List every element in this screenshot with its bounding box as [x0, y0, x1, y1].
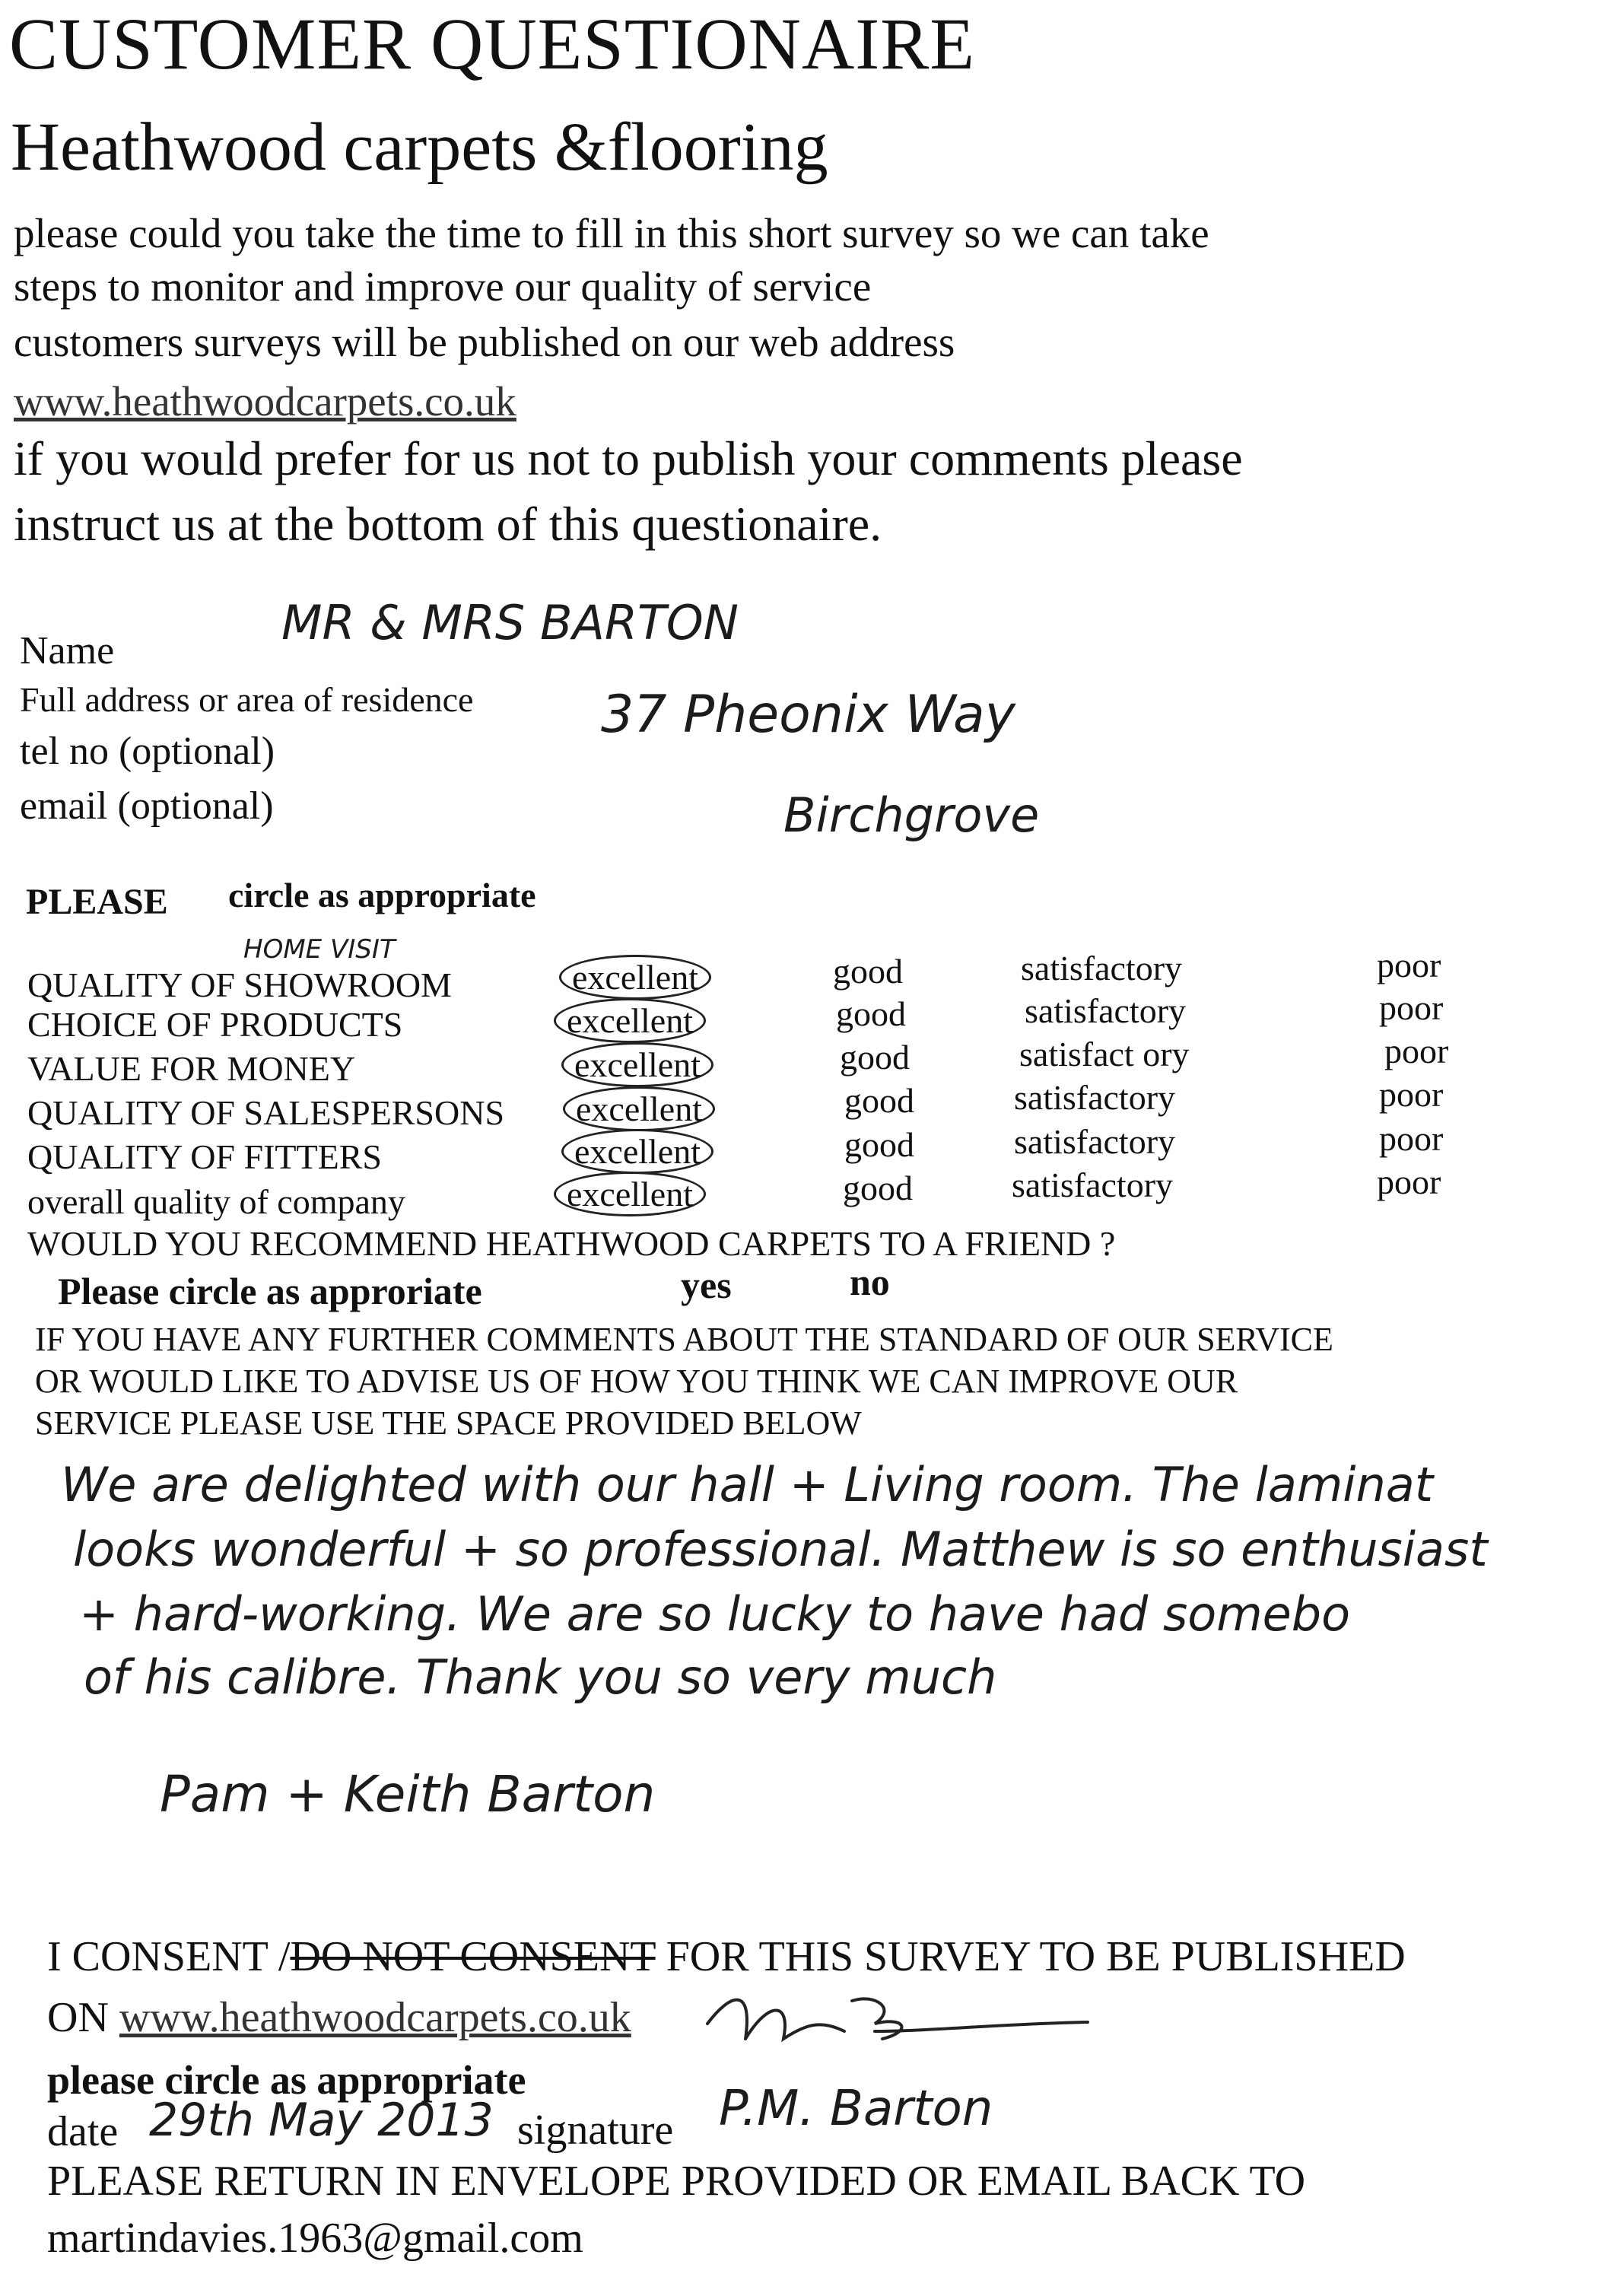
rating-poor[interactable]: poor — [1377, 1162, 1441, 1201]
company-name: Heathwood carpets &flooring — [11, 110, 828, 185]
consent-website-link[interactable]: www.heathwoodcarpets.co.uk — [119, 1994, 631, 2041]
rating-row-label: CHOICE OF PRODUCTS — [27, 1005, 403, 1044]
consent-rest: FOR THIS SURVEY TO BE PUBLISHED — [655, 1933, 1406, 1980]
consent-on-label: ON — [47, 1994, 119, 2041]
date-value: 29th May 2013 — [149, 2094, 494, 2147]
home-visit-annotation: HOME VISIT — [243, 934, 396, 965]
rating-satisfactory[interactable]: satisfact ory — [1019, 1035, 1190, 1073]
rating-excellent-selected[interactable]: excellent — [563, 1086, 715, 1131]
rating-poor[interactable]: poor — [1377, 946, 1441, 984]
rating-satisfactory[interactable]: satisfactory — [1021, 949, 1183, 987]
address-value-line-2: Birchgrove — [783, 787, 1040, 843]
rating-row-label: QUALITY OF FITTERS — [27, 1137, 382, 1176]
please-heading: PLEASE — [26, 882, 168, 922]
rating-satisfactory[interactable]: satisfactory — [1014, 1078, 1176, 1117]
circle-instruction: circle as appropriate — [228, 876, 536, 914]
comment-line-4: of his calibre. Thank you so very much — [84, 1649, 997, 1705]
recommend-question: WOULD YOU RECOMMEND HEATHWOOD CARPETS TO A FRIEND ? — [27, 1224, 1116, 1263]
address-label: Full address or area of residence — [20, 680, 474, 719]
rating-good[interactable]: good — [844, 1125, 914, 1164]
document-title: CUSTOMER QUESTIONAIRE — [9, 3, 975, 84]
comment-signoff: Pam + Keith Barton — [160, 1765, 656, 1824]
rating-excellent-selected[interactable]: excellent — [554, 998, 706, 1043]
website-link[interactable]: www.heathwoodcarpets.co.uk — [14, 378, 516, 425]
rating-row-label: VALUE FOR MONEY — [27, 1049, 356, 1088]
intro-line-4: if you would prefer for us not to publish your comments please — [14, 431, 1243, 485]
tel-label: tel no (optional) — [20, 730, 275, 773]
signature-label: signature — [517, 2107, 674, 2154]
rating-poor[interactable]: poor — [1379, 1075, 1444, 1114]
intro-line-2: steps to monitor and improve our quality of service — [14, 263, 872, 310]
signature-value: P.M. Barton — [719, 2081, 993, 2137]
rating-satisfactory[interactable]: satisfactory — [1014, 1122, 1176, 1161]
comment-line-3: + hard-working. We are so lucky to have had somebo — [79, 1586, 1351, 1642]
rating-good[interactable]: good — [836, 994, 906, 1033]
address-value-line-1: 37 Pheonix Way — [601, 685, 1015, 745]
intro-line-1: please could you take the time to fill in this short survey so we can take — [14, 210, 1209, 256]
rating-satisfactory[interactable]: satisfactory — [1025, 991, 1187, 1030]
rating-satisfactory[interactable]: satisfactory — [1012, 1166, 1174, 1204]
date-label: date — [47, 2108, 119, 2155]
consent-on-line — [47, 1993, 631, 2042]
comment-line-1: We are delighted with our hall + Living room. The laminat — [61, 1457, 1434, 1512]
comment-line-2: looks wonderful + so professional. Matthew is so enthusiast — [73, 1522, 1488, 1577]
rating-good[interactable]: good — [843, 1169, 913, 1207]
recommend-instruction: Please circle as approriate — [58, 1270, 482, 1312]
return-email[interactable]: martindavies.1963@gmail.com — [47, 2215, 583, 2262]
rating-row-label: overall quality of company — [27, 1182, 405, 1221]
rating-poor[interactable]: poor — [1384, 1032, 1449, 1070]
rating-good[interactable]: good — [833, 952, 903, 991]
consent-option[interactable]: I CONSENT / — [47, 1933, 291, 1980]
rating-row-label: QUALITY OF SALESPERSONS — [27, 1093, 505, 1132]
consent-line — [47, 1932, 1406, 1981]
comments-prompt-line-2: OR WOULD LIKE TO ADVISE US OF HOW YOU THINK WE CAN IMPROVE OUR — [35, 1363, 1238, 1400]
rating-excellent-selected[interactable]: excellent — [561, 1042, 713, 1087]
consent-instruction: please circle as appropriate — [47, 2057, 526, 2103]
recommend-no[interactable]: no — [850, 1261, 890, 1303]
rating-poor[interactable]: poor — [1379, 1119, 1444, 1158]
comments-prompt-line-3: SERVICE PLEASE USE THE SPACE PROVIDED BELOW — [35, 1404, 862, 1442]
name-value: MR & MRS BARTON — [281, 595, 739, 650]
name-label: Name — [20, 629, 115, 673]
rating-good[interactable]: good — [840, 1038, 910, 1076]
rating-excellent-selected[interactable]: excellent — [561, 1129, 713, 1174]
rating-excellent-selected[interactable]: excellent — [554, 1172, 706, 1216]
rating-poor[interactable]: poor — [1379, 988, 1444, 1027]
return-instructions: PLEASE RETURN IN ENVELOPE PROVIDED OR EMAIL BACK TO — [47, 2158, 1306, 2205]
recommend-yes[interactable]: yes — [681, 1264, 732, 1306]
intro-line-3: customers surveys will be published on our web address — [14, 319, 955, 365]
rating-excellent-selected[interactable]: excellent — [559, 955, 711, 1000]
consent-signature-scribble — [700, 1978, 1095, 2062]
do-not-consent-option[interactable]: DO NOT CONSENT — [290, 1933, 656, 1980]
rating-row-label: QUALITY OF SHOWROOM — [27, 965, 452, 1004]
comments-prompt-line-1: IF YOU HAVE ANY FURTHER COMMENTS ABOUT THE STANDARD OF OUR SERVICE — [35, 1321, 1333, 1358]
intro-line-5: instruct us at the bottom of this questionaire. — [14, 497, 882, 551]
rating-good[interactable]: good — [844, 1081, 914, 1120]
email-label: email (optional) — [20, 784, 274, 828]
